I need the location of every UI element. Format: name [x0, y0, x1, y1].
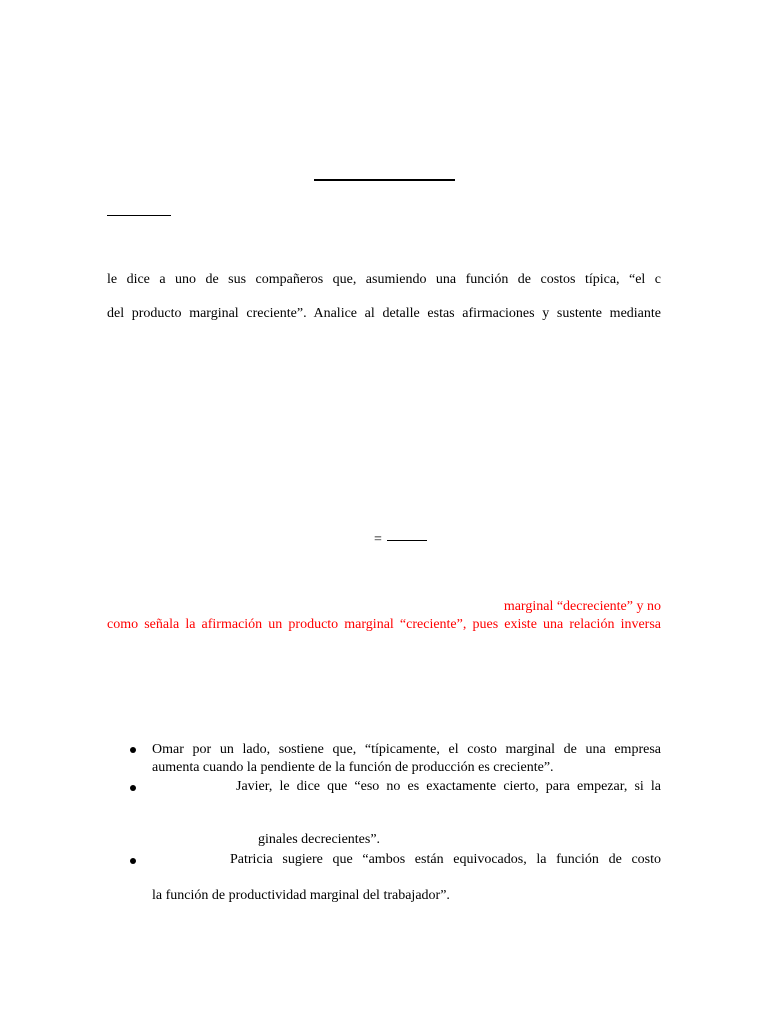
list-item-1-line-1: Omar por un lado, sostiene que, “típicamente, el costo marginal de una empresa — [152, 742, 661, 757]
list-item-1-line-2: aumenta cuando la pendiente de la función de producción es creciente”. — [152, 760, 554, 775]
formula-fraction-bar — [387, 540, 427, 541]
formula-equals: = — [374, 532, 382, 547]
list-item-2-line-2: ginales decrecientes”. — [258, 832, 381, 847]
bullet-1 — [130, 747, 136, 753]
paragraph-line-1: le dice a uno de sus compañeros que, asumiendo una función de costos típica, “el c — [107, 272, 661, 287]
section-underline — [107, 215, 171, 216]
list-item-3-line-2: la función de productividad marginal del trabajador”. — [152, 888, 450, 903]
title-underline — [314, 179, 455, 181]
answer-line-2: como señala la afirmación un producto marginal “creciente”, pues existe una relación inversa — [107, 617, 661, 632]
list-item-2-line-1: Javier, le dice que “eso no es exactamente cierto, para empezar, si la — [236, 779, 661, 794]
bullet-3 — [130, 858, 136, 864]
bullet-2 — [130, 785, 136, 791]
answer-line-1: marginal “decreciente” y no — [503, 599, 661, 614]
paragraph-line-2: del producto marginal creciente”. Analice al detalle estas afirmaciones y sustente mediante — [107, 306, 661, 321]
list-item-3-line-1: Patricia sugiere que “ambos están equivocados, la función de costo — [230, 852, 661, 867]
